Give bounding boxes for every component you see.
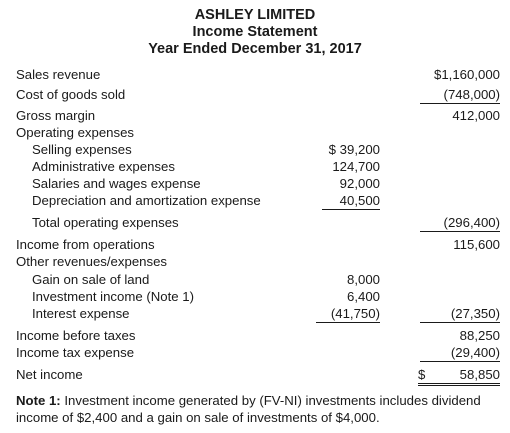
admin-amount: 124,700: [332, 159, 380, 174]
sales-revenue-amount: $1,160,000: [433, 67, 500, 82]
total-opex-label: Total operating expenses: [32, 215, 179, 230]
net-income-currency: $: [418, 367, 426, 382]
investment-income-amount: 6,400: [346, 289, 380, 304]
other-heading: Other revenues/expenses: [16, 254, 168, 269]
footnote: [16, 392, 506, 426]
gain-land-amount: 8,000: [346, 272, 380, 287]
interest-label: Interest expense: [32, 306, 130, 321]
gross-margin-label: Gross margin: [16, 108, 96, 123]
gross-margin-amount: 412,000: [452, 108, 500, 123]
selling-amount: $ 39,200: [328, 142, 380, 157]
depreciation-label: Depreciation and amortization expense: [32, 193, 261, 208]
opex-heading: Operating expenses: [16, 125, 135, 140]
salaries-amount: 92,000: [339, 176, 380, 191]
salaries-label: Salaries and wages expense: [32, 176, 201, 191]
statement-period: Year Ended December 31, 2017: [148, 41, 362, 57]
footnote-text: Investment income generated by (FV-NI) investments includes dividend income of $2,400 and a gain on sale of investments of $4,000.: [16, 393, 481, 425]
interest-amount: (41,750): [316, 306, 380, 323]
income-ops-label: Income from operations: [16, 237, 155, 252]
income-before-tax-label: Income before taxes: [16, 328, 136, 343]
income-before-tax-amount: 88,250: [459, 328, 500, 343]
gain-land-label: Gain on sale of land: [32, 272, 150, 287]
cogs-amount: (748,000): [420, 87, 500, 104]
tax-amount: (29,400): [420, 345, 500, 362]
cogs-label: Cost of goods sold: [16, 87, 126, 102]
sales-revenue-label: Sales revenue: [16, 67, 101, 82]
tax-label: Income tax expense: [16, 345, 135, 360]
footnote-label: Note 1:: [16, 393, 61, 408]
depreciation-amount: 40,500: [322, 193, 380, 210]
income-ops-amount: 115,600: [453, 237, 500, 252]
investment-income-label: Investment income (Note 1): [32, 289, 194, 304]
company-name: ASHLEY LIMITED: [194, 7, 316, 23]
net-income-total: [418, 367, 500, 386]
statement-title: Income Statement: [192, 24, 318, 40]
selling-label: Selling expenses: [32, 142, 132, 157]
net-income-label: Net income: [16, 367, 83, 382]
net-income-amount: 58,850: [459, 367, 500, 382]
total-opex-amount: (296,400): [420, 215, 500, 232]
other-total-amount: (27,350): [420, 306, 500, 323]
admin-label: Administrative expenses: [32, 159, 175, 174]
